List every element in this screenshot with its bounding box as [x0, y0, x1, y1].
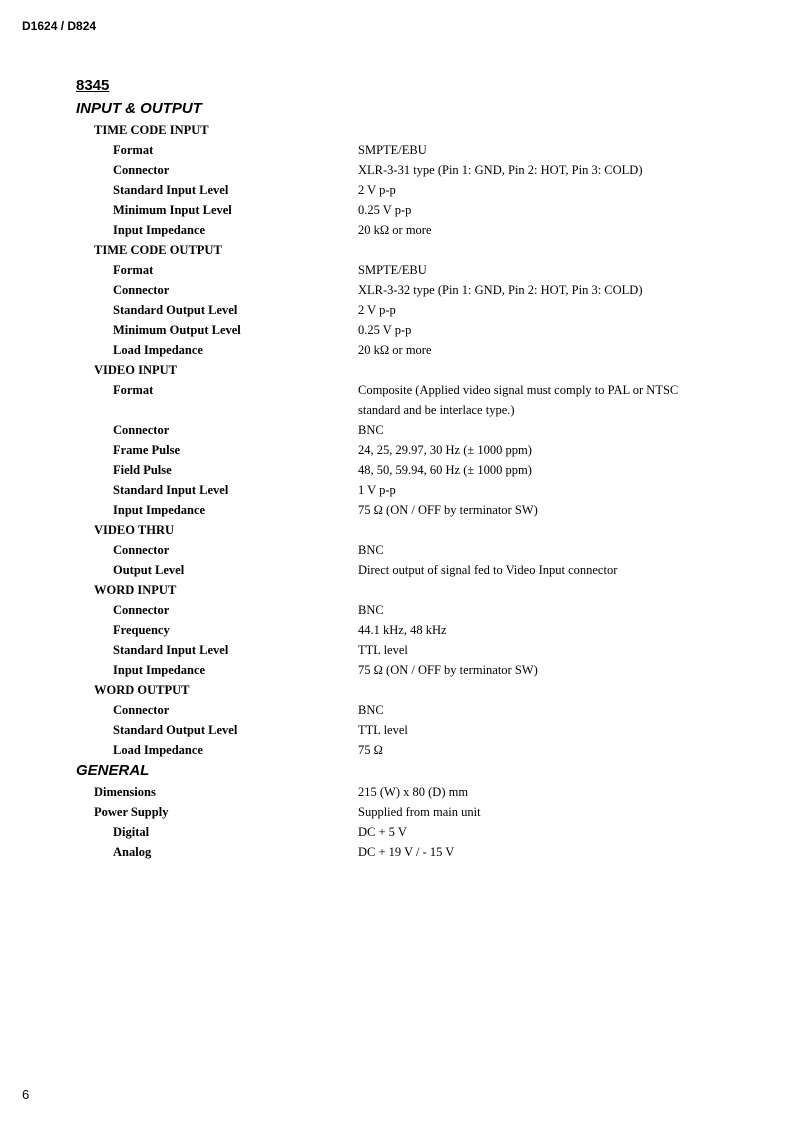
spec-value: TTL level [358, 723, 408, 737]
spec-label: Minimum Output Level [113, 323, 241, 337]
spec-row [0, 260, 793, 280]
spec-value: BNC [358, 703, 384, 717]
group-label: VIDEO INPUT [94, 363, 177, 377]
spec-value: 20 kΩ or more [358, 223, 432, 237]
spec-label: Format [113, 383, 154, 397]
spec-row [0, 802, 793, 822]
spec-label: Standard Input Level [113, 483, 229, 497]
spec-label: Load Impedance [113, 743, 203, 757]
section-input-output [0, 98, 793, 120]
spec-label: Format [113, 263, 154, 277]
spec-row [0, 720, 793, 740]
spec-label: Standard Input Level [113, 183, 229, 197]
group-label: WORD OUTPUT [94, 683, 190, 697]
spec-row [0, 660, 793, 680]
spec-value: 0.25 V p-p [358, 203, 412, 217]
spec-row [0, 822, 793, 842]
spec-label: Input Impedance [113, 663, 206, 677]
spec-value: 75 Ω (ON / OFF by terminator SW) [358, 503, 538, 517]
spec-value: BNC [358, 543, 384, 557]
group-time-code-output [0, 240, 793, 260]
spec-label: Standard Output Level [113, 303, 238, 317]
spec-row [0, 560, 793, 580]
spec-row [0, 140, 793, 160]
group-video-thru [0, 520, 793, 540]
spec-row [0, 300, 793, 320]
spec-row [0, 340, 793, 360]
spec-value: SMPTE/EBU [358, 143, 427, 157]
spec-value: 44.1 kHz, 48 kHz [358, 623, 447, 637]
spec-value: 24, 25, 29.97, 30 Hz (± 1000 ppm) [358, 443, 532, 457]
spec-row [0, 440, 793, 460]
spec-value: 20 kΩ or more [358, 343, 432, 357]
spec-value: DC + 19 V / - 15 V [358, 845, 455, 859]
spec-value: BNC [358, 603, 384, 617]
page-number: 6 [22, 1087, 30, 1102]
spec-label: Standard Output Level [113, 723, 238, 737]
spec-row [0, 160, 793, 180]
spec-value: 2 V p-p [358, 303, 396, 317]
document-header: D1624 / D824 [22, 19, 97, 33]
group-word-input [0, 580, 793, 600]
spec-value: DC + 5 V [358, 825, 407, 839]
spec-value: Direct output of signal fed to Video Input connector [358, 563, 618, 577]
spec-row [0, 420, 793, 440]
spec-row [0, 782, 793, 802]
spec-label: Power Supply [94, 805, 169, 819]
spec-value: TTL level [358, 643, 408, 657]
group-time-code-input [0, 120, 793, 140]
spec-label: Input Impedance [113, 503, 206, 517]
group-video-input [0, 360, 793, 380]
spec-row [0, 480, 793, 500]
spec-label: Analog [113, 845, 152, 859]
spec-row [0, 640, 793, 660]
spec-label: Connector [113, 703, 170, 717]
section-title: GENERAL [76, 762, 150, 779]
spec-row [0, 380, 793, 420]
spec-label: Connector [113, 283, 170, 297]
spec-row [0, 460, 793, 480]
spec-value: XLR-3-32 type (Pin 1: GND, Pin 2: HOT, Pin 3: COLD) [358, 283, 643, 297]
group-label: WORD INPUT [94, 583, 177, 597]
spec-value: XLR-3-31 type (Pin 1: GND, Pin 2: HOT, Pin 3: COLD) [358, 163, 643, 177]
spec-label: Digital [113, 825, 150, 839]
spec-value: Composite (Applied video signal must comply to PAL or NTSC standard and be interlace type.) [358, 383, 679, 417]
spec-label: Standard Input Level [113, 643, 229, 657]
spec-label: Dimensions [94, 785, 156, 799]
spec-row [0, 180, 793, 200]
model-number-heading: 8345 [76, 77, 110, 94]
spec-row [0, 220, 793, 240]
spec-label: Connector [113, 543, 170, 557]
group-label: TIME CODE INPUT [94, 123, 209, 137]
spec-label: Input Impedance [113, 223, 206, 237]
spec-label: Output Level [113, 563, 185, 577]
spec-row [0, 500, 793, 520]
spec-label: Frequency [113, 623, 170, 637]
spec-row [0, 700, 793, 720]
spec-label: Frame Pulse [113, 443, 180, 457]
section-general [0, 760, 793, 782]
spec-label: Minimum Input Level [113, 203, 232, 217]
spec-list [0, 98, 793, 862]
group-label: TIME CODE OUTPUT [94, 243, 222, 257]
spec-value: 1 V p-p [358, 483, 396, 497]
spec-value: 48, 50, 59.94, 60 Hz (± 1000 ppm) [358, 463, 532, 477]
spec-label: Field Pulse [113, 463, 172, 477]
spec-label: Connector [113, 423, 170, 437]
spec-row [0, 540, 793, 560]
spec-row [0, 600, 793, 620]
spec-row [0, 842, 793, 862]
spec-row [0, 280, 793, 300]
spec-value: BNC [358, 423, 384, 437]
spec-row [0, 620, 793, 640]
spec-value: 2 V p-p [358, 183, 396, 197]
spec-label: Connector [113, 163, 170, 177]
spec-row [0, 320, 793, 340]
spec-label: Format [113, 143, 154, 157]
spec-label: Connector [113, 603, 170, 617]
spec-row [0, 740, 793, 760]
spec-value: 75 Ω (ON / OFF by terminator SW) [358, 663, 538, 677]
spec-label: Load Impedance [113, 343, 203, 357]
group-word-output [0, 680, 793, 700]
section-title: INPUT & OUTPUT [76, 100, 202, 117]
spec-value: SMPTE/EBU [358, 263, 427, 277]
spec-value: 75 Ω [358, 743, 383, 757]
spec-value: Supplied from main unit [358, 805, 481, 819]
spec-value: 215 (W) x 80 (D) mm [358, 785, 469, 799]
group-label: VIDEO THRU [94, 523, 174, 537]
spec-row [0, 200, 793, 220]
spec-value: 0.25 V p-p [358, 323, 412, 337]
